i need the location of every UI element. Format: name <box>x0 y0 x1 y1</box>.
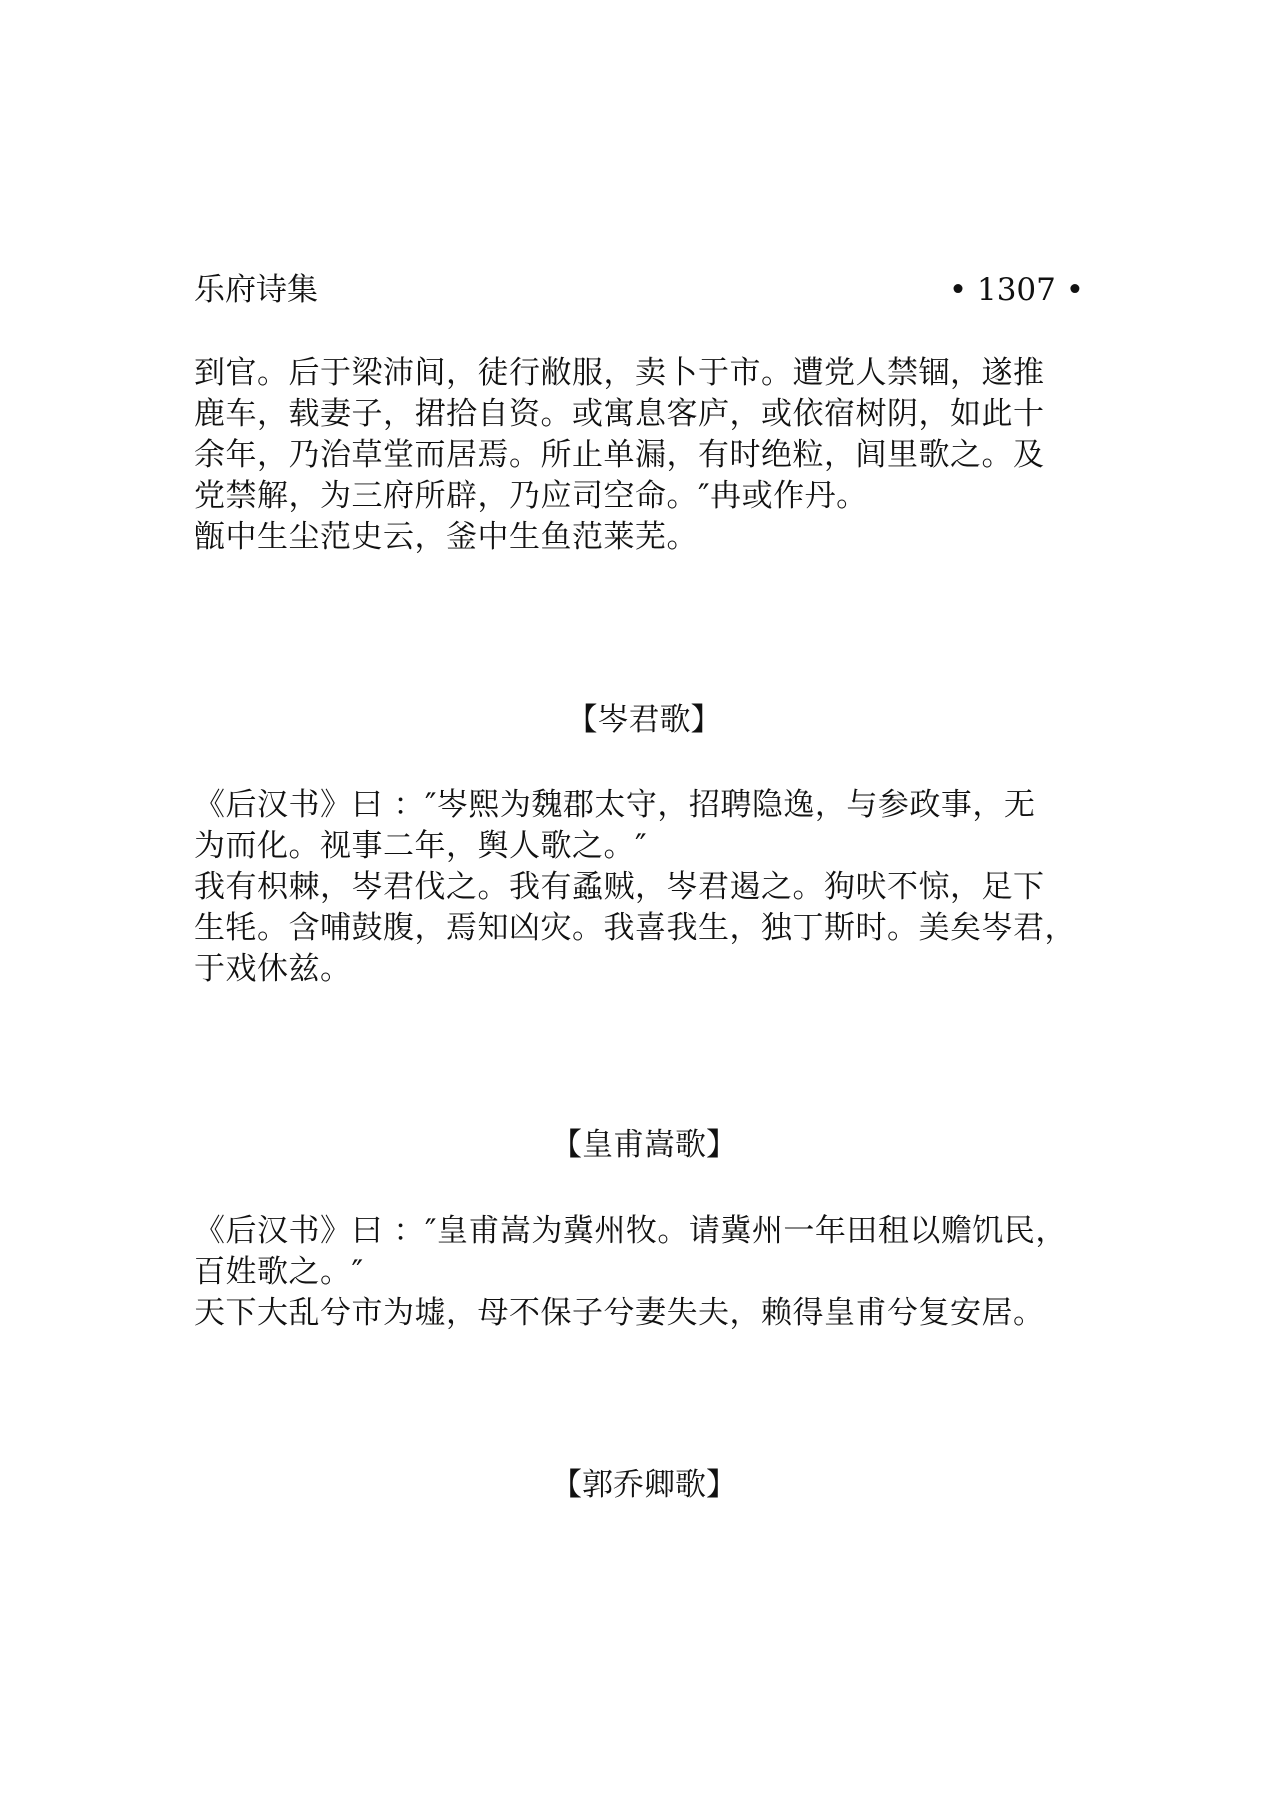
running-header <box>194 270 1084 310</box>
section-verse-huangfu-song-ge: 天下大乱兮市为墟，母不保子兮妻失夫，赖得皇甫兮复安居。 <box>194 1295 1045 1331</box>
document-page <box>194 0 1094 1795</box>
book-title: 乐府诗集 <box>194 272 318 308</box>
section-verse-cen-jun-ge: 我有枳棘，岑君伐之。我有蟊贼，岑君遏之。狗吠不惊，足下 生牦。含哺鼓腹，焉知凶灾。我喜我生，独丁斯时。美矣岑君， 于戏休兹。 <box>194 869 1076 987</box>
section-title-huangfu-song-ge: 【皇甫嵩歌】 <box>551 1127 737 1163</box>
section-title-cen-jun-ge: 【岑君歌】 <box>566 702 722 738</box>
intro-paragraph: 到官。后于梁沛间，徒行敝服，卖卜于市。遭党人禁锢，遂推 鹿车，载妻子，捃拾自资。或寓息客庐，或依宿树阴，如此十 余年，乃治草堂而居焉。所止单漏，有时绝粒，闾里歌之。及 党禁解，为三府所辟，乃应司空命。″冉或作丹。 甑中生尘范史云，釜中生鱼范莱芜。 <box>194 355 1045 555</box>
section-source-huangfu-song-ge: 《后汉书》曰 ：″皇甫嵩为冀州牧。请冀州一年田租以赡饥民， 百姓歌之。″ <box>194 1213 1067 1290</box>
page-number: • 1307 • <box>948 272 1084 308</box>
section-title-guo-qiaoqing-ge: 【郭乔卿歌】 <box>551 1467 737 1503</box>
section-source-cen-jun-ge: 《后汉书》曰 ：″岑熙为魏郡太守，招聘隐逸，与参政事，无 为而化。视事二年，舆人歌之。″ <box>194 787 1036 864</box>
